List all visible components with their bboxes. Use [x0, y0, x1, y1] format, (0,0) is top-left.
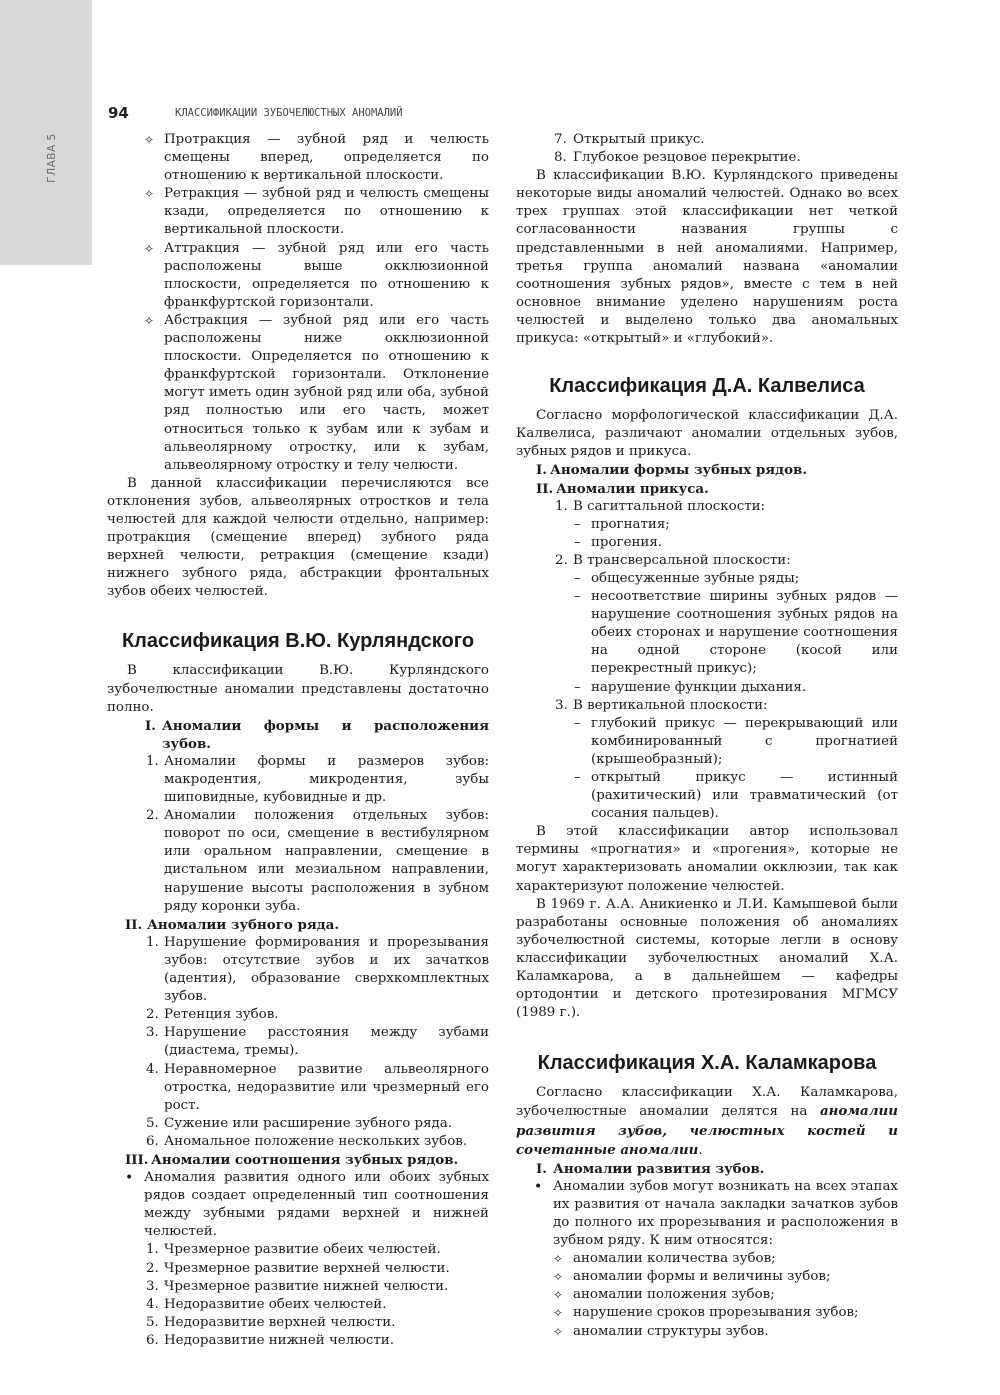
section-number: I.	[145, 717, 156, 734]
bullet-item: • Аномалия развития одного или обоих зубных рядов создает определенный тип соотношения между зубными рядами верхней и нижней челюстей.	[107, 1169, 489, 1241]
list-item	[516, 149, 898, 167]
chapter-tab	[0, 0, 92, 265]
emphasis-text: аномалии развития зубов, челюстных костей и сочетанные аномалии	[516, 1103, 898, 1158]
item-number: 1.	[146, 753, 159, 769]
item-text: Недоразвитие обеих челюстей.	[164, 1296, 387, 1312]
item-text: Недоразвитие нижней челюсти.	[164, 1332, 394, 1348]
item-text: В сагиттальной плоскости:	[573, 498, 766, 514]
list-item	[107, 1006, 489, 1024]
item-number: 4.	[146, 1296, 159, 1312]
diamond-item: ✧ Ретракция — зубной ряд и челюсть смещены кзади, определяется по отношению к вертикальной плоскости.	[107, 185, 489, 239]
page-number: 94	[108, 104, 129, 122]
item-text: Аномалии положения отдельных зубов: поворот по оси, смещение в вестибулярном или оральном направлении, смещение в дистальном или мезиальном направлении, нарушение высоты расположения в зубном ряду коронки зуба.	[164, 808, 489, 914]
chapter-label: ГЛАВА 5	[46, 133, 58, 183]
intro-end: .	[698, 1142, 703, 1158]
section-title	[107, 916, 489, 934]
item-text: Недоразвитие верхней челюсти.	[164, 1314, 396, 1330]
section-number: I.	[536, 1160, 547, 1177]
left-column	[107, 131, 489, 1350]
diamond-item: ✧ Абстракция — зубной ряд или его часть расположены ниже окклюзионной плоскости. Определяется по отношению к франкфуртской горизонтали. Отклонение могут иметь один зубной ряд или оба, зубной ряд полностью или его часть, может относиться только к зубам или к зубам и альвеолярному отростку, или к зубам, альвеолярному отростку и телу челюсти.	[107, 312, 489, 475]
list-item	[107, 1133, 489, 1151]
list-item	[107, 1314, 489, 1332]
list-item	[516, 552, 898, 570]
section-heading: Классификация Х.А. Каламкарова	[537, 1052, 877, 1075]
bullet-item: • Аномалии зубов могут возникать на всех этапах их развития от начала закладки зачатков зубов до полного их прорезывания и расположения в зубном ряду. К ним относятся:	[516, 1178, 898, 1250]
item-number: 5.	[146, 1115, 159, 1131]
item-number: 5.	[146, 1314, 159, 1330]
paragraph: В данной классификации перечисляются все отклонения зубов, альвеолярных отростков и тела челюстей для каждой челюсти отдельно, например: протракция (смещение вперед) зубного ряда верхней челюсти, ретракция (смещение кзади) нижнего зубного ряда, абстракции фронтальных зубов обеих челюстей.	[107, 475, 489, 600]
item-number: 7.	[554, 132, 567, 147]
list-item	[107, 934, 489, 1006]
diamond-item: ✧ аномалии структуры зубов.	[516, 1323, 898, 1341]
section-text: Аномалии прикуса.	[556, 480, 709, 497]
item-number: 2.	[146, 808, 159, 824]
paragraph: В этой классификации автор использовал термины «прогнатия» и «прогения», которые не могут характеризовать аномалии окклюзии, так как характеризуют положение челюстей.	[516, 824, 898, 894]
list-item	[516, 131, 898, 149]
section-title	[107, 717, 489, 753]
paragraph: В классификации В.Ю. Курляндского зубочелюстные аномалии представлены достаточно полно.	[107, 663, 489, 715]
paragraph: В 1969 г. А.А. Аникиенко и Л.И. Камышевой были разработаны основные положения об аномалиях зубочелюстной системы, которые легли в основу классификации зубочелюстных аномалий Х.А. Каламкарова, а в дальнейшем — кафедры ортодонтии и детского протезирования МГМСУ (1989 г.).	[516, 896, 898, 1021]
item-text: Сужение или расширение зубного ряда.	[164, 1115, 453, 1131]
list-item	[107, 1024, 489, 1060]
item-number: 3.	[555, 697, 568, 713]
list-item	[107, 1296, 489, 1314]
dash-item: – нарушение функции дыхания.	[516, 679, 898, 697]
item-number: 8.	[554, 150, 567, 166]
item-text: Нарушение формирования и прорезывания зубов: отсутствие зубов и их зачатков (адентия), образование сверхкомплектных зубов.	[164, 934, 489, 1005]
item-number: 2.	[146, 1007, 159, 1023]
item-text: Нарушение расстояния между зубами (диастема, тремы).	[164, 1025, 489, 1059]
item-text: В трансверсальной плоскости:	[573, 552, 791, 568]
section-number: III.	[125, 1151, 149, 1168]
dash-item: – открытый прикус — истинный (рахитический) или травматический (от сосания пальцев).	[516, 769, 898, 823]
item-number: 1.	[146, 934, 159, 950]
diamond-item: ✧ аномалии формы и величины зубов;	[516, 1268, 898, 1286]
dash-item: – общесуженные зубные ряды;	[516, 570, 898, 588]
section-title	[516, 461, 898, 479]
item-number: 1.	[146, 1242, 159, 1258]
item-number: 1.	[555, 498, 568, 514]
diamond-item: ✧ Протракция — зубной ряд и челюсть смещены вперед, определяется по отношению к вертикальной плоскости.	[107, 131, 489, 185]
item-text: Чрезмерное развитие обеих челюстей.	[164, 1242, 441, 1258]
section-title	[107, 1151, 489, 1169]
diamond-item: ✧ нарушение сроков прорезывания зубов;	[516, 1304, 898, 1322]
item-text: Открытый прикус.	[573, 132, 705, 147]
item-text: Ретенция зубов.	[164, 1007, 279, 1023]
diamond-item: ✧ аномалии положения зубов;	[516, 1286, 898, 1304]
list-item	[107, 1278, 489, 1296]
section-number: I.	[536, 462, 547, 479]
item-number: 6.	[146, 1332, 159, 1348]
item-number: 2.	[555, 552, 568, 568]
section-number: II.	[536, 480, 554, 497]
section-number: II.	[125, 916, 143, 933]
item-text: В вертикальной плоскости:	[573, 697, 768, 713]
list-item	[107, 753, 489, 807]
item-text: Аномальное положение нескольких зубов.	[164, 1133, 468, 1149]
item-number: 3.	[146, 1278, 159, 1294]
list-item	[107, 1241, 489, 1259]
section-text: Аномалии развития зубов.	[553, 1160, 765, 1177]
intro-text: Согласно классификации Х.А. Каламкарова, зубочелюстные аномалии делятся на	[516, 1085, 898, 1120]
section-heading: Классификация Д.А. Калвелиса	[549, 375, 865, 398]
list-item	[107, 807, 489, 916]
item-text: Глубокое резцовое перекрытие.	[573, 150, 801, 166]
diamond-item: ✧ аномалии количества зубов;	[516, 1250, 898, 1268]
item-text: Неравномерное развитие альвеолярного отростка, недоразвитие или чрезмерный его рост.	[164, 1061, 489, 1113]
dash-item: – прогнатия;	[516, 516, 898, 534]
paragraph: В классификации В.Ю. Курляндского приведены некоторые виды аномалий челюстей. Однако во всех трех группах этой классификации нет четкой согласованности названия группы с представленными в ней аномалиями. Например, третья группа аномалий названа «аномалии соотношения зубных рядов», вместе с тем в ней основное внимание уделено нарушениям роста челюстей и выделено только два аномальных прикуса: «открытый» и «глубокий».	[516, 168, 898, 347]
list-item	[107, 1115, 489, 1133]
paragraph	[516, 1084, 898, 1159]
item-number: 2.	[146, 1260, 159, 1276]
list-item	[107, 1260, 489, 1278]
section-heading: Классификация В.Ю. Курляндского	[121, 630, 475, 653]
section-text: Аномалии зубного ряда.	[147, 916, 340, 933]
running-head: КЛАССИФИКАЦИИ ЗУБОЧЕЛЮСТНЫХ АНОМАЛИЙ	[175, 107, 403, 119]
list-item	[107, 1332, 489, 1350]
item-number: 3.	[146, 1025, 159, 1041]
item-text: Чрезмерное развитие нижней челюсти.	[164, 1278, 449, 1294]
right-column	[516, 131, 898, 1341]
item-text: Аномалии формы и размеров зубов: макродентия, микродентия, зубы шиповидные, кубовидные и др.	[164, 753, 489, 806]
list-item	[516, 498, 898, 516]
section-text: Аномалии формы и расположения зубов.	[162, 717, 489, 752]
diamond-item: ✧ Аттракция — зубной ряд или его часть расположены выше окклюзионной плоскости, определяется по отношению к франкфуртской горизонтали.	[107, 240, 489, 312]
item-number: 6.	[146, 1133, 159, 1149]
item-number: 4.	[146, 1061, 159, 1077]
list-item	[107, 1061, 489, 1115]
section-text: Аномалии соотношения зубных рядов.	[151, 1151, 459, 1168]
section-title	[516, 1160, 898, 1178]
dash-item: – прогения.	[516, 534, 898, 552]
dash-item: – глубокий прикус — перекрывающий или комбинированный с прогнатией (крышеобразный);	[516, 715, 898, 769]
paragraph: Согласно морфологической классификации Д.А. Калвелиса, различают аномалии отдельных зубов, зубных рядов и прикуса.	[516, 408, 898, 460]
section-title	[516, 480, 898, 498]
dash-item: – несоответствие ширины зубных рядов — нарушение соотношения зубных рядов на обеих сторонах и нарушение соотношения на одной стороне (косой или перекрестный прикус);	[516, 588, 898, 678]
list-item	[516, 697, 898, 715]
item-text: Чрезмерное развитие верхней челюсти.	[164, 1260, 450, 1276]
section-text: Аномалии формы зубных рядов.	[550, 462, 807, 479]
